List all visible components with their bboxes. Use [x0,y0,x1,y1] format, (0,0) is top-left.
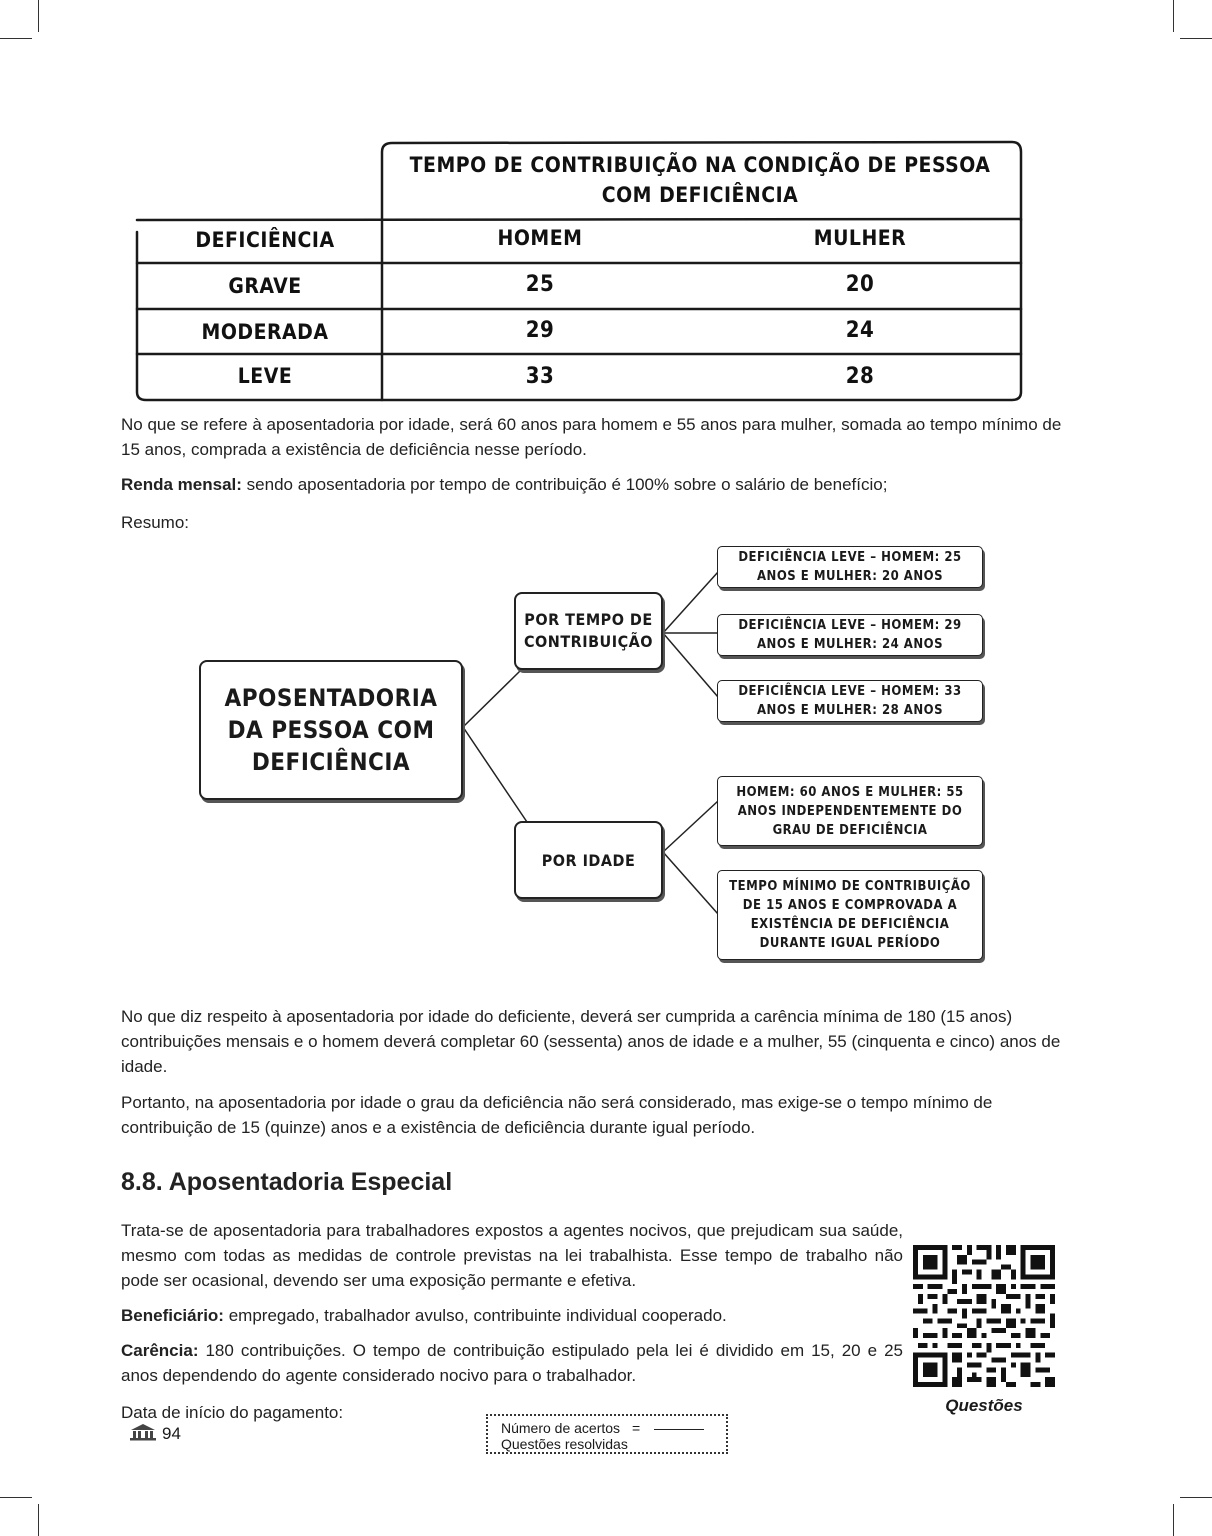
book-stack-icon [128,1423,158,1441]
crop-mark [38,1504,39,1536]
table-header-homem: HOMEM [497,226,583,250]
paragraph-carencia-deficiente: No que diz respeito à aposentadoria por idade do deficiente, deverá ser cumprida a carência mínima de 180 (15 anos) contribuições mensais e o homem deverá completar 60 (sessenta) anos de idade e a mulher, 55 (cinquenta e cinco) anos de idade. [121,1007,1061,1076]
deficiency-table [0,0,1212,410]
table-row-mulher: 20 [845,272,875,297]
mind-map-branch-idade: POR IDADE [514,821,663,899]
paragraph-carencia [121,1338,903,1388]
label-beneficiario: Beneficiário: [121,1306,224,1325]
mind-map-leaf: HOMEM: 60 ANOS E MULHER: 55 ANOS INDEPENDENTEMENTE DO GRAU DE DEFICIÊNCIA [717,776,983,846]
paragraph-especial: Trata-se de aposentadoria para trabalhadores expostos a agentes nocivos, que prejudicam sua saúde, mesmo com todas as medidas de controle previstas na lei trabalhista. Esse tempo de trabalho não pode ser ocasional, devendo ser uma exposição permante e efetiva. [121,1221,903,1290]
label-carencia: Carência: [121,1341,199,1360]
qr-code-icon[interactable] [913,1245,1055,1387]
paragraph-beneficiario [121,1303,903,1328]
table-row-homem: 33 [525,364,555,389]
table-row-deficiencia: MODERADA [201,320,329,344]
section-title: 8.8. Aposentadoria Especial [121,1168,453,1196]
label-renda-mensal: Renda mensal: [121,475,242,494]
resolvidas-label: Questões resolvidas [501,1436,628,1452]
paragraph-renda-mensal [121,472,1065,497]
text-beneficiario: empregado, trabalhador avulso, contribuinte individual cooperado. [223,1306,727,1325]
text-renda-mensal: sendo aposentadoria por tempo de contribuição é 100% sobre o salário de benefício; [241,475,888,494]
table-group-header: TEMPO DE CONTRIBUIÇÃO NA CONDIÇÃO DE PESSOA COM DEFICIÊNCIA [409,153,991,207]
mind-map-root: APOSENTADORIA DA PESSOA COM DEFICIÊNCIA [199,660,463,800]
mind-map-leaf: DEFICIÊNCIA LEVE – HOMEM: 25 ANOS E MULHER: 20 ANOS [717,546,983,588]
table-header-mulher: MULHER [813,226,907,250]
mind-map-leaf: TEMPO MÍNIMO DE CONTRIBUIÇÃO DE 15 ANOS E COMPROVADA A EXISTÊNCIA DE DEFICIÊNCIA DURANTE IGUAL PERÍODO [717,870,983,960]
mind-map [0,540,1212,970]
table-row-mulher: 24 [845,318,875,343]
mind-map-leaf: DEFICIÊNCIA LEVE – HOMEM: 33 ANOS E MULHER: 28 ANOS [717,680,983,722]
paragraph-portanto: Portanto, na aposentadoria por idade o grau da deficiência não será considerado, mas exige-se o tempo mínimo de contribuição de 15 (quinze) anos e a existência de deficiência durante igual período. [121,1093,993,1137]
crop-mark [1180,1497,1212,1498]
score-blank[interactable] [654,1429,704,1430]
text-carencia: 180 contribuições. O tempo de contribuição estipulado pela lei é dividido em 15, 20 e 25 anos dependendo do agente considerado nocivo para o trabalhador. [121,1341,903,1385]
table-row-deficiencia: LEVE [237,364,293,388]
score-row-acertos [501,1420,726,1436]
qr-label: Questões [945,1396,1023,1415]
score-box [486,1414,728,1454]
table-header-deficiencia: DEFICIÊNCIA [195,228,335,252]
crop-mark [1173,1504,1174,1536]
mind-map-leaf: DEFICIÊNCIA LEVE – HOMEM: 29 ANOS E MULHER: 24 ANOS [717,614,983,656]
table-row-homem: 25 [525,272,555,297]
equals-sign: = [631,1420,641,1436]
page-number: 94 [162,1424,181,1443]
table-row-mulher: 28 [845,364,875,389]
paragraph-aposentadoria-idade: No que se refere à aposentadoria por idade, será 60 anos para homem e 55 anos para mulher, somada ao tempo mínimo de 15 anos, comprada a existência de deficiência nesse período. [121,415,1062,459]
paragraph-data-inicio: Data de início do pagamento: [121,1403,344,1422]
table-row-deficiencia: GRAVE [228,274,302,298]
crop-mark [0,1497,32,1498]
mind-map-branch-tempo: POR TEMPO DE CONTRIBUIÇÃO [514,592,663,670]
table-row-homem: 29 [525,318,555,343]
acertos-label: Número de acertos [501,1420,621,1436]
paragraph-resumo: Resumo: [121,513,190,532]
